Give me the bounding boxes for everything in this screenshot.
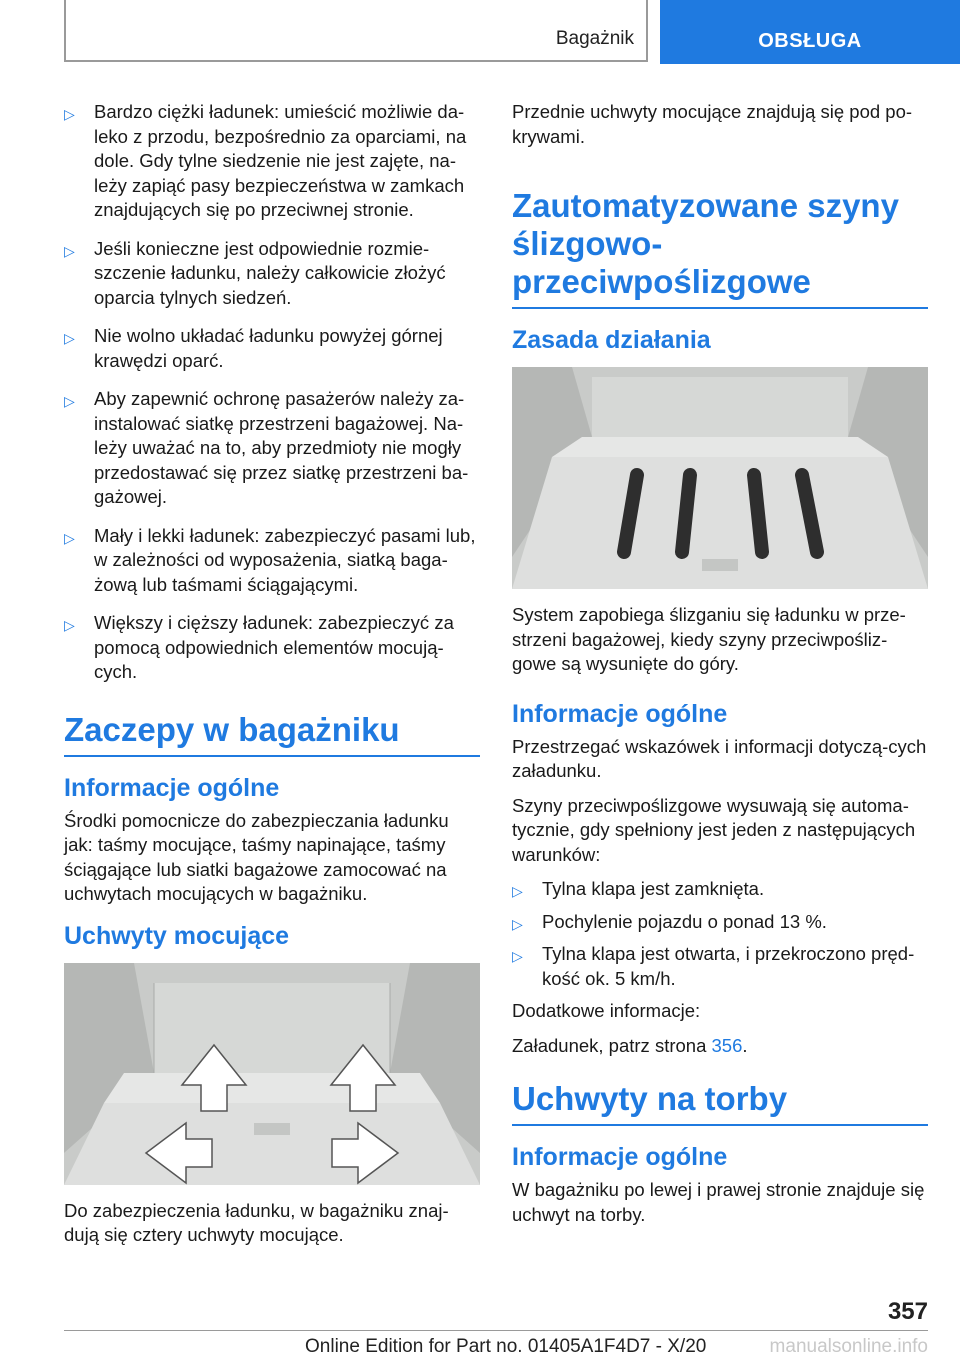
triangle-bullet-icon: ▷	[64, 393, 75, 409]
triangle-bullet-icon: ▷	[64, 617, 75, 633]
triangle-bullet-icon: ▷	[512, 883, 523, 899]
list-item: ▷ Tylna klapa jest zamknięta.	[512, 877, 928, 902]
image-caption: Do zabezpieczenia ładunku, w bagażniku znaj-dują się cztery uchwyty mocujące.	[64, 1199, 449, 1245]
heading-rule	[64, 755, 480, 757]
subheading-uchwyty: Uchwyty mocujące	[64, 921, 290, 950]
header-chapter-label: OBSŁUGA	[758, 30, 862, 52]
watermark: manualsonline.info	[769, 1336, 928, 1357]
anti-slip-rails-illustration	[512, 367, 928, 589]
right-bullet-list	[512, 877, 928, 991]
subheading-informacje: Informacje ogólne	[512, 1143, 728, 1171]
heading-rule	[512, 1124, 928, 1126]
triangle-bullet-icon: ▷	[64, 106, 75, 122]
paragraph: Przednie uchwyty mocujące znajdują się pod po-krywami.	[512, 101, 913, 147]
list-item: ▷ Bardzo ciężki ładunek: umieścić możliwie da-leko z przodu, bezpośrednio za oparciami, na dole. Gdy tylne siedzenie nie jest zajęte, na-leży zapiąć pasy bezpieczeństwa w zamkach znajdujących się po przeciwnej stronie.	[64, 101, 467, 220]
page-link[interactable]: 356	[711, 1034, 743, 1056]
paragraph: W bagażniku po lewej i prawej stronie znajduje się uchwyt na torby.	[512, 1179, 925, 1225]
section-heading-zaczepy: Zaczepy w bagażniku	[64, 710, 400, 748]
image-caption: System zapobiega ślizganiu się ładunku w prze-strzeni bagażowej, kiedy szyny przeciwpośliz-gowe są wysunięte do góry.	[512, 604, 906, 674]
list-item: ▷ Większy i cięższy ładunek: zabezpieczyć za pomocą odpowiednich elementów mocują-cych.	[64, 612, 454, 682]
list-item: ▷ Aby zapewnić ochronę pasażerów należy za-instalować siatkę przestrzeni bagażowej. Na-leży uważać na to, aby przedmioty nie mogły przedostawać się przez siatkę przestrzeni ba-gażowej.	[64, 388, 469, 507]
section-heading-szyny: Zautomatyzowane szyny ślizgowo-przeciwpoślizgowe	[512, 187, 899, 300]
header-chapter-tab[interactable]	[660, 0, 960, 64]
triangle-bullet-icon: ▷	[64, 330, 75, 346]
list-item: ▷ Tylna klapa jest otwarta, i przekroczono pręd-kość ok. 5 km/h.	[512, 943, 915, 989]
paragraph: Dodatkowe informacje:	[512, 1000, 701, 1021]
cargo-tie-down-illustration	[64, 963, 480, 1185]
triangle-bullet-icon: ▷	[512, 915, 523, 932]
heading-rule	[512, 307, 928, 309]
subheading-informacje: Informacje ogólne	[512, 699, 728, 728]
triangle-bullet-icon: ▷	[512, 948, 523, 964]
footer-rule	[64, 1330, 928, 1331]
list-item: ▷ Jeśli konieczne jest odpowiednie rozmie-szczenie ładunku, należy całkowicie złożyć oparcia tylnych siedzeń.	[64, 237, 446, 308]
section-heading-torby: Uchwyty na torby	[512, 1080, 788, 1117]
header-frame	[64, 0, 648, 62]
paragraph: Środki pomocnicze do zabezpieczania ładunku jak: taśmy mocujące, taśmy napinające, taśmy ściągające lub siatki bagażowe zamocować na uchwytach mocujących w bagażniku.	[64, 809, 449, 904]
list-item: ▷ Nie wolno układać ładunku powyżej górnej krawędzi oparć.	[64, 325, 443, 371]
list-item: ▷ Mały i lekki ładunek: zabezpieczyć pasami lub, w zależności od wyposażenia, siatką baga-żową lub taśmami ściągającymi.	[64, 524, 476, 595]
page-number: 357	[887, 1298, 928, 1325]
triangle-bullet-icon: ▷	[64, 529, 75, 546]
footer-edition: Online Edition for Part no. 01405A1F4D7 - X/20	[305, 1336, 707, 1357]
header-section-title: Bagażnik	[555, 28, 634, 49]
right-column	[512, 100, 928, 1237]
paragraph: Przestrzegać wskazówek i informacji dotyczą-cych załadunku.	[512, 735, 927, 781]
triangle-bullet-icon: ▷	[64, 242, 75, 259]
paragraph: Szyny przeciwpoślizgowe wysuwają się automa-tycznie, gdy spełniony jest jeden z następujących warunków:	[512, 794, 916, 865]
list-item: ▷ Pochylenie pojazdu o ponad 13 %.	[512, 910, 928, 935]
subheading-informacje: Informacje ogólne	[64, 773, 280, 802]
left-bullet-list	[64, 100, 480, 685]
left-column	[64, 100, 480, 1258]
subheading-zasada: Zasada działania	[512, 326, 711, 354]
page-reference-paragraph: Załadunek, patrz strona 356.	[512, 1034, 748, 1056]
